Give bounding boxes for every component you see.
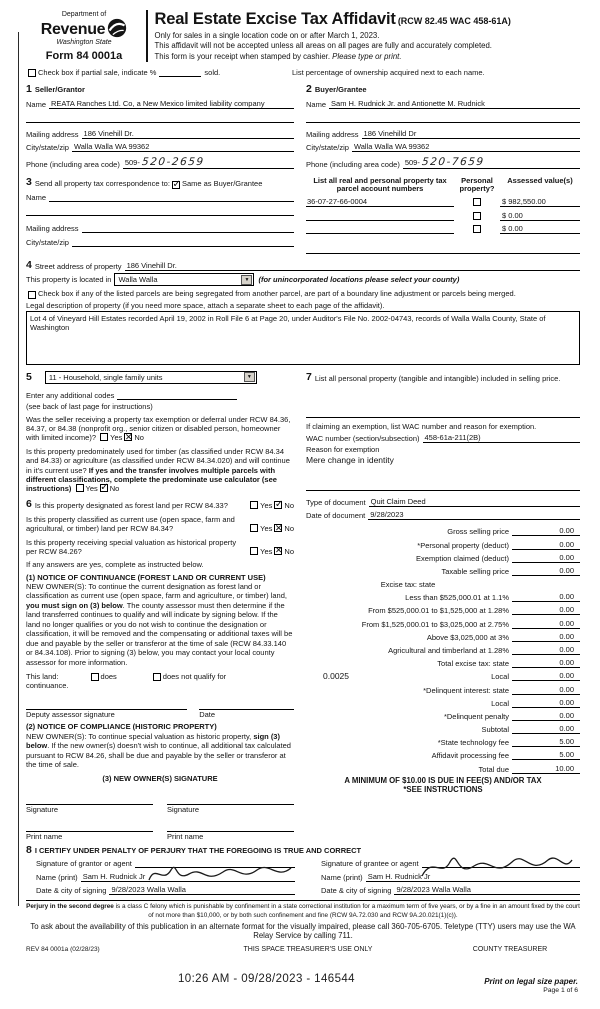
form-subtitle-3: This form is your receipt when stamped by cashier. — [154, 51, 333, 61]
grantee-signature-block: Signature of grantee or agent Name (print) Sam H. Rudnick Jr Date & city of signing 9/28/2023 Walla Walla — [311, 856, 580, 895]
see-back-note: (see back of last page for instructions) — [26, 401, 153, 411]
parcel-numbers-header: List all real and personal property tax parcel account numbers — [313, 175, 447, 194]
reason-exemption-input[interactable]: Mere change in identity — [306, 454, 394, 465]
partial-sale-checkbox[interactable] — [28, 69, 36, 77]
new-owner-signature-title: (3) NEW OWNER(S) SIGNATURE — [102, 774, 218, 784]
notice-compliance-title: (2) NOTICE OF COMPLIANCE (HISTORIC PROPERTY) — [26, 722, 217, 732]
continuance-label: continuance. — [26, 681, 69, 691]
minimum-due-note: A MINIMUM OF $10.00 IS DUE IN FEE(S) AND/OR TAX — [344, 775, 542, 785]
personal-property-header: Personal property? — [459, 175, 495, 194]
buyer-name-input[interactable]: Sam H. Rudnick Jr. and Antionette M. Rudnick — [329, 99, 580, 109]
state-technology-fee-value[interactable]: 5.00 — [512, 737, 580, 747]
taxable-selling-price-value[interactable]: 0.00 — [512, 566, 580, 576]
partial-sale-label: Check box if partial sale, indicate % — [38, 68, 157, 77]
legal-description-input[interactable]: Lot 4 of Vineyard Hill Estates recorded April 19, 2002 in Roll File 6 at Page 20, under Auditor's File No. 2002-04743, records of Walla Walla County, State of Washington — [26, 311, 580, 365]
grantor-signature-ink — [145, 858, 295, 888]
tier2-value[interactable]: 0.00 — [512, 605, 580, 615]
personal-property-input[interactable] — [306, 408, 580, 418]
certify-statement: I CERTIFY UNDER PENALTY OF PERJURY THAT THE FOREGOING IS TRUE AND CORRECT — [34, 846, 362, 856]
parcel-row — [306, 194, 580, 208]
section-1-seller: 1 Seller/Grantor Name REATA Ranches Ltd. Co, a New Mexico limited liability company Mailing address 186 Vinehill Dr. City/state/zip Walla Walla WA 99362 Phone (including area code) 509- 520-2659 — [26, 79, 294, 169]
correspondence-city-input[interactable] — [72, 237, 294, 247]
partial-sale-sold-label: sold. — [204, 68, 221, 77]
buyer-phone-input[interactable]: 509- 520-7659 — [403, 156, 580, 169]
buyer-name-line2[interactable] — [306, 113, 580, 123]
property-use-select[interactable]: 11 - Household, single family units ▼ — [45, 371, 257, 384]
agricultural-timberland-value[interactable]: 0.00 — [512, 645, 580, 655]
tier3-value[interactable]: 0.00 — [512, 619, 580, 629]
section-6: 6 Is this property designated as forest land per RCW 84.33? Yes ✓ No Is this property classified as current use (open space, farm and agricultural, or timber) land per RCW 84.34? Yes ✕ No Is this property receiving special valuation as historical property per RCW 84.26? Yes ✕ No If any answers are yes, complete as instructed below. (1) NOTICE OF CONTINUANCE (FOREST LAND OR CURRENT USE) NEW OWNER(S): To continue the current designation as forest land or classification as current use (open space, farm and agriculture, or timber) land, you must sign on (3) below. The county assessor must then determine if the land transferred continues to qualify and will indicate by signing below. If the land no longer qualifies or you do not wish to continue the designation or classification, it will be removed and the compensating or additional taxes will be due and payable by the seller or transferor at the time of sale (RCW 84.33.140 or 84.34.108). Prior to signing (3) below, you may contact your local county assessor for more information. This land: does does not qualify for continuance. Deputy assessor signature Date (2) NOTICE OF COMPLIANCE (HISTORIC PROPERTY) NEW OWNER(S): To continue special valuation as historic property, sign (3) below. If the new owner(s) doesn't wish to continue, all additional tax calculated pursuant to RCW 84.26, shall be due and payable by the seller or transferor at the time of sale. (3) NEW OWNER(S) SIGNATURE Signature Signature Print name Print name — [26, 498, 294, 842]
section-5: 5 11 - Household, single family units ▼ Enter any additional codes (see back of last page for instructions) Was the seller receiving a property tax exemption or deferral under RCW 84.36, 84.37, or 84.38 (nonprofit org., senior citizen or disabled person, homeowner with limited income)? Yes ✕ No Is this property predominately used for timber (as classified under RCW 84.34 and 84.33) or agriculture (as classified under RCW 84.34.020) and will continue in it's current use? If yes and the transfer involves multiple parcels with different classifications, complete the predominate use calculator (see instructions) Yes ✓ No — [26, 371, 294, 494]
treasurer-date-stamp: 10:26 AM - 09/28/2023 - 146544 — [178, 972, 355, 985]
timber-yes-checkbox[interactable] — [76, 484, 84, 492]
seller-name-line2[interactable] — [26, 113, 294, 123]
dor-logo-block — [26, 8, 142, 62]
grantor-datecity-input[interactable]: 9/28/2023 Walla Walla — [109, 885, 295, 895]
grantee-datecity-input[interactable]: 9/28/2023 Walla Walla — [394, 885, 580, 895]
this-land-label: This land: — [26, 671, 59, 681]
wac-number-input[interactable]: 458-61a-211(2B) — [423, 433, 580, 443]
correspondence-mailing-input[interactable] — [82, 223, 294, 233]
correspondence-name-input[interactable] — [49, 192, 294, 202]
parcel-number-input[interactable]: 36-07-27-66-0004 — [306, 197, 454, 207]
new-owner-signature-line-1[interactable] — [26, 795, 153, 805]
segregated-label: Check box if any of the listed parcels are being segregated from another parcel, are part of a boundary line adjustment or parcels being merged. — [38, 289, 516, 299]
exemption-yes-checkbox[interactable] — [100, 433, 108, 441]
form-subtitle-1: Only for sales in a single location code on or after March 1, 2023. — [154, 30, 380, 40]
same-as-buyer-checkbox[interactable] — [172, 181, 180, 189]
notice-continuance-title: (1) NOTICE OF CONTINUANCE (FOREST LAND OR CURRENT USE) — [26, 572, 266, 582]
new-owner-signature-line-2[interactable] — [167, 795, 294, 805]
document-date-input[interactable]: 9/28/2023 — [368, 510, 580, 520]
perjury-notice-body: is a class C felony which is punishable by confinement in a state correctional institution for a maximum term of five years, or by a fine in an amount fixed by the court of not more than $10,000, or by both such confinement and fine (RCW 9A.72.030 and RCW 9A.20.021(1)(c)). — [113, 903, 580, 919]
personal-property-deduct-value[interactable]: 0.00 — [512, 540, 580, 550]
forest-land-question: Is this property designated as forest land per RCW 84.33? — [34, 501, 228, 511]
print-legal-size-note: Print on legal size paper. — [484, 976, 578, 986]
seller-name-input[interactable]: REATA Ranches Ltd. Co, a New Mexico limited liability company — [49, 99, 294, 109]
form-number: Form 84 0001a — [45, 50, 123, 62]
personal-property-checkbox[interactable] — [473, 198, 481, 206]
parcel-number-input[interactable] — [306, 220, 454, 221]
seller-mailing-input[interactable]: 186 Vinehill Dr. — [82, 129, 294, 139]
buyer-city-input[interactable]: Walla Walla WA 99362 — [352, 142, 580, 152]
form-title: Real Estate Excise Tax Affidavit — [154, 10, 396, 28]
logo-revenue-text: Revenue — [40, 21, 106, 38]
current-use-no-checkbox[interactable] — [274, 524, 282, 532]
delinquent-interest-state-value[interactable]: 0.00 — [512, 685, 580, 695]
correspondence-label: Send all property tax correspondence to: — [34, 179, 170, 189]
deputy-date-line[interactable] — [199, 700, 294, 710]
delinquent-interest-local-value[interactable]: 0.00 — [512, 698, 580, 708]
form-title-rcw: (RCW 82.45 WAC 458-61A) — [397, 16, 511, 26]
segregated-checkbox[interactable] — [28, 291, 36, 299]
assessed-value-input[interactable]: $ 0.00 — [500, 224, 580, 234]
gross-selling-price-value[interactable]: 0.00 — [512, 526, 580, 536]
subtotal-value[interactable]: 0.00 — [512, 724, 580, 734]
rev-number: REV 84 0001a (02/28/23) — [26, 945, 100, 953]
seller-phone-input[interactable]: 509- 520-2659 — [123, 156, 294, 169]
local-tax-value[interactable]: 0.00 — [512, 671, 580, 681]
grantor-name-input[interactable]: Sam H. Rudnick Jr — [81, 872, 295, 882]
does-not-qualify-checkbox[interactable] — [153, 673, 161, 681]
assessed-value-input[interactable]: $ 0.00 — [500, 211, 580, 221]
reason-exemption-label: Reason for exemption — [306, 444, 380, 454]
personal-property-list-label: List all personal property (tangible and intangible) included in selling price. — [314, 374, 561, 384]
personal-property-checkbox[interactable] — [473, 212, 481, 220]
partial-sale-percent-input[interactable] — [159, 68, 201, 77]
personal-property-checkbox[interactable] — [473, 225, 481, 233]
additional-codes-input[interactable] — [117, 390, 237, 400]
tier4-value[interactable]: 0.00 — [512, 632, 580, 642]
form-header — [26, 8, 580, 62]
county-select[interactable]: Walla Walla ▼ — [114, 273, 254, 286]
left-edge-line — [18, 32, 19, 906]
section-3-correspondence: 3 Send all property tax correspondence to: ✓ Same as Buyer/Grantee Name Mailing address City/state/zip — [26, 174, 294, 255]
exemption-claimed-value[interactable]: 0.00 — [512, 553, 580, 563]
notice-compliance-body: NEW OWNER(S): To continue special valuation as historic property, — [26, 731, 254, 741]
historical-question: Is this property receiving special valuation as historical property per RCW 84.26? — [26, 537, 237, 556]
tier1-value[interactable]: 0.00 — [512, 592, 580, 602]
buyer-heading: Buyer/Grantee — [314, 85, 367, 94]
county-note: (for unincorporated locations please select your county) — [258, 275, 460, 285]
revenue-swirl-logo-icon — [107, 18, 127, 38]
logo-state-text: Washington State — [56, 39, 112, 46]
fee-calculation: Gross selling price 0.00 *Personal property (deduct) 0.00 Exemption claimed (deduct) 0.00 Taxable selling price 0.00 Excise tax: state Less than $525,000.01 at 1.1% 0.00 From $525,000.01 to $1,525,000 at 1.28% 0.00 From $1,525,000.01 to $3,025,000 at 2.75% 0.00 Above $3,025,000 at 3% 0.00 Agricultural and timberland at 1.28% 0.00 Total excise tax: state 0.00 0.0025 Local 0.00 *Delinquent interest: state 0.00 Local 0.00 *Delinquent penalty 0.00 Subtotal 0.00 *State technology fee 5.00 Affidavit processing fee 5.00 Total due 10.00 A MINIMUM OF $10.00 IS DUE IN FEE(S) AND/OR TAX *SEE INSTRUCTIONS — [306, 523, 580, 793]
alternate-format-note: To ask about the availability of this publication in an alternate format for the visually impaired, please call 360-705-6705. Teletype (TTY) users may use the WA Relay Service by calling 711. — [30, 922, 576, 941]
see-instructions-note: *SEE INSTRUCTIONS — [403, 784, 483, 794]
perjury-notice-lead: Perjury in the second degree — [26, 903, 114, 911]
total-due-value[interactable]: 10.00 — [512, 764, 580, 774]
exemption-note: If claiming an exemption, list WAC number and reason for exemption. — [306, 421, 537, 431]
new-owner-printname-line-2[interactable] — [167, 822, 294, 832]
logo-dept-text: Department of — [61, 11, 107, 18]
forest-yes-checkbox[interactable] — [250, 501, 258, 509]
correspondence-name-line2[interactable] — [26, 206, 294, 216]
notice-continuance-body: NEW OWNER(S): To continue the current designation as forest land or classification as current use (open space, farm and agriculture, or timber) land, — [26, 582, 287, 601]
seller-city-input[interactable]: Walla Walla WA 99362 — [72, 142, 294, 152]
buyer-mailing-input[interactable]: 186 Vinehilld Dr — [362, 129, 580, 139]
grantee-name-input[interactable]: Sam H. Rudnick Jr — [366, 872, 580, 882]
grantee-signature-ink — [416, 848, 576, 884]
assessed-value-header: Assessed value(s) — [507, 175, 573, 185]
section-7: 7 List all personal property (tangible and intangible) included in selling price. If claiming an exemption, list WAC number and reason for exemption. WAC number (section/subsection) 458-61a-211(2B) Reason for exemption Mere change in identity Type of document Quit Claim Deed Date of document 9/28/2023 — [306, 371, 580, 521]
timber-no-checkbox[interactable] — [100, 484, 108, 492]
legal-description-label: Legal description of property (if you need more space, attach a separate sheet to each page of the affidavit). — [26, 300, 385, 310]
current-use-question: Is this property classified as current use (open space, farm and agricultural, or timber) land per RCW 84.34? — [26, 514, 235, 534]
page-indicator: Page 1 of 6 — [543, 986, 578, 994]
exemption-no-checkbox[interactable] — [124, 433, 132, 441]
dropdown-arrow-icon — [241, 275, 252, 285]
delinquent-penalty-value[interactable]: 0.00 — [512, 711, 580, 721]
does-qualify-checkbox[interactable] — [91, 673, 99, 681]
seller-phone-handwritten: 520-2659 — [141, 155, 206, 168]
dropdown-arrow-icon — [244, 372, 255, 382]
deputy-assessor-label: Deputy assessor signature — [26, 710, 115, 720]
predominate-use-note: If yes and the transfer involves multiple parcels with different classifications, complete the predominate use calculator (see instructions) — [26, 465, 277, 494]
section-8-certification: 8 I CERTIFY UNDER PENALTY OF PERJURY THAT THE FOREGOING IS TRUE AND CORRECT Signature of grantor or agent Name (print) Sam H. Rudnick Jr Date & city of signing 9/28/2023 Walla Walla Signature of grantee or agent Name (print) Sam H. Rudnick Jr Date & city of signing 9/28/2023 Walla Walla — [26, 844, 580, 895]
date-label: Date — [199, 710, 216, 720]
affidavit-processing-fee-value[interactable]: 5.00 — [512, 750, 580, 760]
footer-divider — [26, 900, 580, 901]
county-treasurer-label: COUNTY TREASURER — [472, 945, 548, 953]
timber-agriculture-question: Is this property predominately used for timber (as classified under RCW 84.34 and 84.33) or agriculture (as classified under RCW 84.34.020) and will continue in it's current use? — [26, 446, 290, 475]
header-divider — [146, 10, 148, 62]
treasurer-use-label: THIS SPACE TREASURER'S USE ONLY — [243, 945, 373, 953]
parcel-table — [306, 174, 580, 255]
parcel-row — [306, 221, 580, 235]
deputy-assessor-signature-line[interactable] — [26, 700, 187, 710]
form-subtitle-2: This affidavit will not be accepted unless all areas on all pages are fully and accurately completed. — [154, 41, 492, 50]
section-2-buyer: 2 Buyer/Grantee Name Sam H. Rudnick Jr. and Antionette M. Rudnick Mailing address 186 Vinehilld Dr City/state/zip Walla Walla WA 99362 Phone (including area code) 509- 520-7659 — [306, 79, 580, 169]
buyer-phone-handwritten: 520-7659 — [421, 155, 486, 168]
tax-exemption-question: Was the seller receiving a property tax exemption or deferral under RCW 84.36, 84.37, or 84.38 (nonprofit org., senior citizen or disabled person, homeowner with limited income)? — [26, 414, 291, 443]
street-address-input[interactable]: 186 Vinehill Dr. — [125, 261, 580, 271]
parcel-number-input[interactable] — [306, 233, 454, 234]
reason-exemption-line2[interactable] — [306, 481, 580, 491]
seller-heading: Seller/Grantor — [34, 85, 85, 94]
same-as-buyer-label: Same as Buyer/Grantee — [181, 179, 263, 189]
parcel-number-line4[interactable] — [306, 244, 580, 254]
assessed-value-input[interactable]: $ 982,550.00 — [500, 197, 580, 207]
forest-no-checkbox[interactable] — [274, 501, 282, 509]
new-owner-printname-line-1[interactable] — [26, 822, 153, 832]
if-yes-note: If any answers are yes, complete as instructed below. — [26, 560, 204, 570]
ownership-percentage-note: List percentage of ownership acquired next to each name. — [292, 68, 485, 77]
local-rate: 0.0025 — [323, 671, 349, 682]
historical-no-checkbox[interactable] — [274, 547, 282, 555]
form-subtitle-3-italic: Please type or print. — [332, 51, 402, 61]
document-type-input[interactable]: Quit Claim Deed — [369, 497, 580, 507]
grantor-signature-block: Signature of grantor or agent Name (print) Sam H. Rudnick Jr Date & city of signing 9/28/2023 Walla Walla — [26, 856, 295, 895]
historical-yes-checkbox[interactable] — [250, 547, 258, 555]
excise-tax-state-header: Excise tax: state — [380, 580, 436, 589]
total-excise-state-value[interactable]: 0.00 — [512, 658, 580, 668]
current-use-yes-checkbox[interactable] — [250, 524, 258, 532]
parcel-row — [306, 207, 580, 221]
section-4-property: 4 Street address of property 186 Vinehill Dr. This property is located in Walla Walla ▼ (for unincorporated locations please select your county) Check box if any of the listed parcels are being segregated from another parcel, are part of a boundary line adjustment or parcels being merged. Legal description of property (if you need more space, attach a separate sheet to each page of the affidavit). Lot 4 of Vineyard Hill Estates recorded April 19, 2002 in Roll File 6 at Page 20, under Auditor's File No. 2002-04743, records of Walla Walla County, State of Washington — [26, 259, 580, 364]
